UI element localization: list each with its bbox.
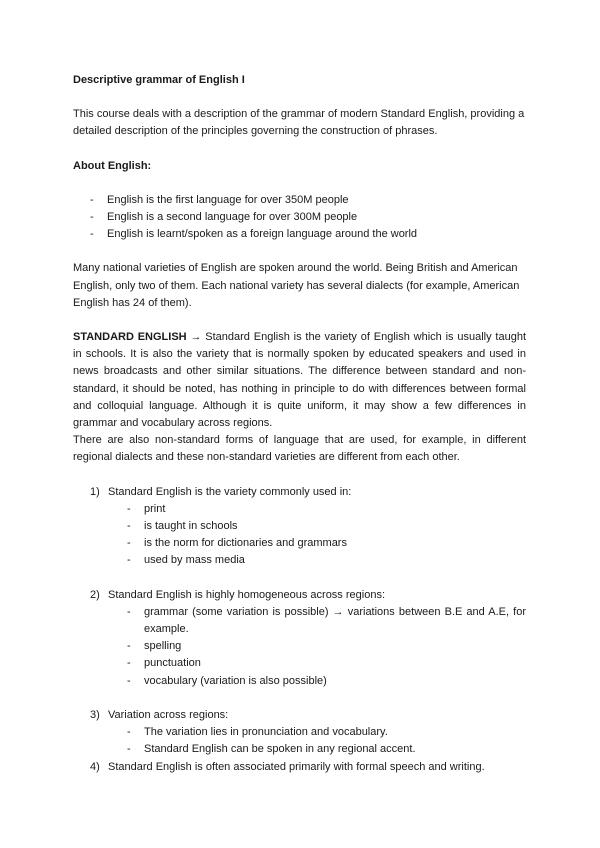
list-item: - is taught in schools: [127, 520, 238, 533]
list-item: - Standard English can be spoken in any regional accent.: [127, 743, 416, 756]
list-item: - used by mass media: [127, 554, 245, 567]
varieties-paragraph: Many national varieties of English are spoken around the world. Being British and American English, only two of them. Each national variety has several dialects (for example, American English has 24 of them).: [73, 262, 520, 309]
numbered-point: 4) Standard English is often associated primarily with formal speech and writing.: [90, 760, 485, 773]
document-page: [73, 72, 526, 776]
list-item: - print: [127, 502, 166, 515]
numbered-point: 2) Standard English is highly homogeneous across regions:: [90, 588, 385, 601]
list-item: - grammar (some variation is possible) → variations between B.E and A.E, for example.: [127, 605, 526, 636]
arrow-glyph: →: [190, 331, 202, 344]
numbered-point: 1) Standard English is the variety commonly used in:: [90, 485, 352, 498]
nonstandard-paragraph: There are also non-standard forms of language that are used, for example, in different regional dialects and these non-standard varieties are different from each other.: [73, 434, 526, 464]
list-item: - vocabulary (variation is also possible): [127, 674, 327, 687]
list-item: - is the norm for dictionaries and grammars: [127, 537, 347, 550]
list-item: - punctuation: [127, 657, 201, 670]
intro-paragraph: This course deals with a description of the grammar of modern Standard English, providing a detailed description of the principles governing the construction of phrases.: [73, 108, 525, 138]
list-item: - The variation lies in pronunciation and vocabulary.: [127, 726, 388, 739]
document-title: Descriptive grammar of English I: [73, 74, 245, 86]
standard-english-label: STANDARD ENGLISH: [73, 331, 187, 344]
list-item: - spelling: [127, 640, 182, 653]
list-item: - English is learnt/spoken as a foreign language around the world: [90, 228, 418, 241]
standard-english-paragraph: STANDARD ENGLISH → Standard English is the variety of English which is usually taught in schools. It is also the variety that is normally spoken by educated speakers and used in news broadcasts and other similar situations. The difference between standard and non-standard, it should be noted, has nothing in principle to do with differences between formal and colloquial language. Although it is quite uniform, it may show a few differences in grammar and vocabulary across regions.: [73, 331, 526, 430]
list-item: - English is a second language for over 300M people: [90, 211, 358, 224]
list-item: - English is the first language for over 350M people: [90, 193, 349, 206]
about-heading: About English:: [73, 159, 152, 172]
numbered-point: 3) Variation across regions:: [90, 708, 229, 721]
